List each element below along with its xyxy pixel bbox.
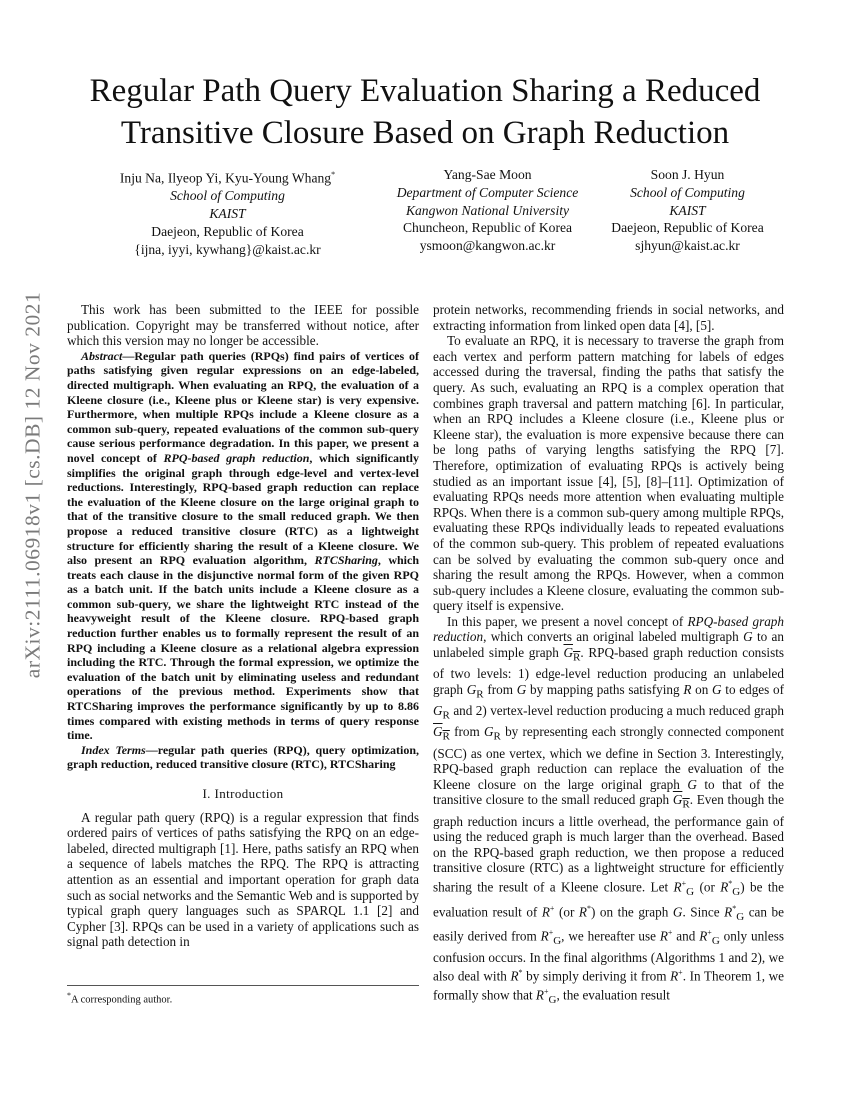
author-dept: School of Computing xyxy=(630,184,745,200)
author-dept: School of Computing xyxy=(170,188,285,204)
author-names: Inju Na, Ilyeop Yi, Kyu-Young Whang xyxy=(119,170,332,186)
abstract: Abstract—Regular path queries (RPQs) find pairs of vertices of paths satisfying given regular expressions on an edge-labeled, directed multigraph. When evaluating an RPQ, the evaluation of a Kleene closure (i.e., Kleene plus or Kleene star) is very expensive. Furthermore, when multiple RPQs include a Kleene closure as a common sub-query, repeated evaluations of the common sub-query cause serious performance degradation. In this paper, we present a novel concept of RPQ-based graph reduction, which significantly simplifies the original graph through edge-level and vertex-level reductions. Interestingly, RPQ-based graph reduction can replace the evaluation of the Kleene closure on the large original graph to that of the transitive closure to the small reduced graph. We then propose a reduced transitive closure (RTC) as a lightweight structure for efficiently sharing the result of a Kleene closure. We also present an RPQ evaluation algorithm, RTCSharing, which treats each clause in the disjunctive normal form of the given RPQ as a batch unit. If the batch units include a Kleene closure as a common sub-query, we share the lightweight RTC instead of the heavyweight result of the Kleene closure. RPQ-based graph reduction further enables us to formally represent the result of an RPQ including a Kleene closure as a relational algebra expression including the RTC. Through the formal expression, we optimize the evaluation of the batch unit by eliminating useless and redundant operations of the previous method. Experiments show that RTCSharing improves the performance significantly by up to 8.86 times compared with existing methods in terms of query response time. xyxy=(67,348,419,743)
author-place: Daejeon, Republic of Korea xyxy=(611,220,764,236)
paragraph-contribution: In this paper, we present a novel concept of RPQ-based graph reduction, which converts an original labeled multigraph G to an unlabeled simple graph $\overline{G}_{\overline{R}}$. RPQ-based graph reduction consists of two levels: 1) edge-level reduction producing an unlabeled graph $G_R$ from G by mapping paths satisfying R on G to edges of $G_R$ and 2) vertex-level reduction producing a much reduced graph $\overline{G}_{\overline{R}}$ from $G_R$ by representing each strongly connected component (SCC) as one vertex, which we define in Section 3. Interestingly, RPQ-based graph reduction can replace the evaluation of the Kleene closure on the large original graph G to that of the transitive closure to the small reduced graph $\overline{G}_{\overline{R}}$. Even though the graph reduction incurs a little overhead, the performance gain of using the reduced graph is much larger than the overhead. Based on the RPQ-based graph reduction, we then propose a reduced transitive closure (RTC) as a lightweight structure for efficiently sharing the result of a Kleene closure. Let $R^+_G$ (or $R^*_G$) be the evaluation result of R+ (or R*) on the graph G. Since $R^*_G$ can be easily derived from $R^+_G$, we hereafter use R+ and $R^+_G$ only unless confusion occurs. In the final algorithms (Algorithms 1 and 2), we also deal with R* by simply deriving it from R+. In Theorem 1, we formally show that $R^+_G$, the evaluation result xyxy=(433,613,784,1007)
author-institution: KAIST xyxy=(209,206,246,222)
author-email: ysmoon@kangwon.ac.kr xyxy=(419,238,556,254)
author-place: Chuncheon, Republic of Korea xyxy=(402,220,573,236)
arxiv-identifier: arXiv:2111.06918v1 [cs.DB] 12 Nov 2021 xyxy=(20,291,45,679)
right-column xyxy=(433,302,784,1009)
intro-paragraph: A regular path query (RPQ) is a regular expression that finds ordered pairs of vertices of paths satisfying the RPQ on an edge-labeled, directed multigraph [1]. Here, paths satisfy an RPQ when a sequence of labels matches the RPQ. The RPQ is attracting attention as an essential and important operation for graph data such as social networks and the Semantic Web and is supported by typical graph query languages such as SPARQL 1.1 [2] and Cypher [3]. RPQs can be used in a variety of applications such as signal path detection in xyxy=(67,809,419,950)
abstract-label: Abstract xyxy=(81,348,123,363)
author-institution: Kangwon National University xyxy=(405,202,570,218)
submission-notice: This work has been submitted to the IEEE for possible publication. Copyright may be transferred without notice, after which this version may no longer be accessible. xyxy=(67,302,419,349)
author-place: Daejeon, Republic of Korea xyxy=(151,223,304,239)
author-institution: KAIST xyxy=(669,202,706,218)
author-names: Yang-Sae Moon xyxy=(443,167,532,182)
author-email: sjhyun@kaist.ac.kr xyxy=(635,238,740,254)
author-dept: Department of Computer Science xyxy=(396,184,579,200)
left-column xyxy=(67,302,419,950)
corresponding-mark: * xyxy=(331,170,336,179)
author-block-2 xyxy=(360,166,615,255)
footnote: *A corresponding author. xyxy=(67,985,419,1006)
paragraph-rpq-evaluation: To evaluate an RPQ, it is necessary to traverse the graph from each vertex and perform pattern matching for labels of edges accessed during the traversal, finding the paths that satisfy the query. As such, evaluating an RPQ is a complex operation that combines graph traversal and pattern matching [6]. In particular, when an RPQ includes a Kleene closure (i.e., Kleene plus or Kleene star), the evaluation is more expensive because there can be long paths of varying lengths satisfying the RPQ [7]. Therefore, optimization of evaluating RPQs is actively being studied as an important issue [4], [5], [8]–[11]. Optimization of evaluating RPQs needs more attention when evaluating multiple RPQs. When there is a common sub-query among multiple RPQs, evaluating these RPQs individually leads to repeated evaluations of the common sub-query. This problem of repeated evaluations can be solved by evaluating the common sub-query once and sharing the result among the RPQs. However, when a common sub-query includes a Kleene closure, evaluating the common sub-query itself is expensive. xyxy=(433,333,784,614)
paragraph-continued: protein networks, recommending friends in social networks, and extracting information from linked open data [4], [5]. xyxy=(433,302,784,333)
section-heading: I. Introduction xyxy=(202,786,284,801)
author-block-3 xyxy=(590,166,785,255)
author-names: Soon J. Hyun xyxy=(650,167,725,182)
index-terms-label: Index Terms xyxy=(81,742,146,757)
paper-title: Regular Path Query Evaluation Sharing a Reduced Transitive Closure Based on Graph Reduction xyxy=(89,73,761,151)
author-email: {ijna, iyyi, kywhang}@kaist.ac.kr xyxy=(134,241,321,257)
author-block-1 xyxy=(60,166,395,259)
index-terms: Index Terms—regular path queries (RPQ), query optimization, graph reduction, reduced transitive closure (RTC), RTCSharing xyxy=(67,742,419,772)
